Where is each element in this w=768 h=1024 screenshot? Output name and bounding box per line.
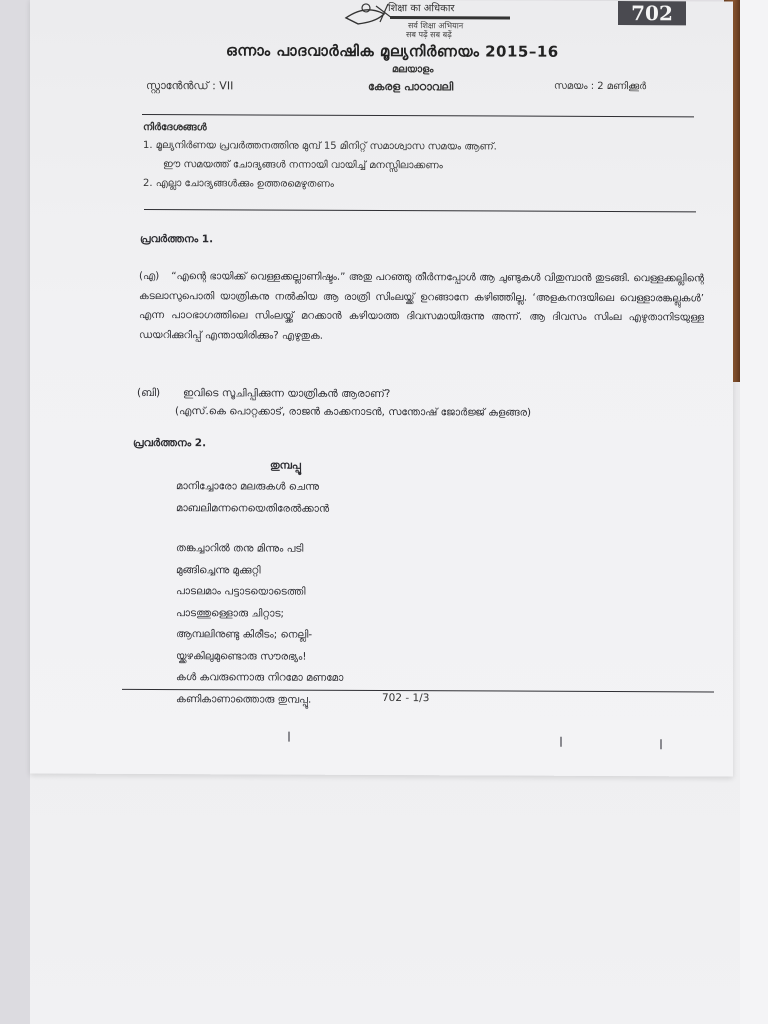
question-label: (എ) (139, 270, 160, 283)
activity-2-heading: പ്രവർത്തനം 2. (133, 436, 207, 450)
subject-name: മലയാളം (392, 64, 434, 76)
time-allowed: സമയം : 2 മണിക്കൂർ (554, 80, 647, 93)
poem (176, 476, 343, 711)
poem-line: തങ്കച്ചാറിൽ തനു മിന്നും പടി (176, 542, 304, 555)
activity-1-heading: പ്രവർത്തനം 1. (140, 232, 214, 246)
pencil-mark (660, 739, 662, 749)
question-label: (ബി) (137, 386, 161, 400)
question-1a (139, 267, 704, 348)
instructions-heading: നിർദേശങ്ങൾ (143, 121, 207, 134)
instruction-item: ഈ സമയത്ത് ചോദ്യങ്ങൾ നന്നായി വായിച്ച് മനസ്സിലാക്കണം (163, 159, 443, 172)
instruction-item: 1. മൂല്യനിർണയ പ്രവർത്തനത്തിനു മുമ്പ് 15 മിനിറ്റ് സമാശ്വാസ സമയം ആണ്. (143, 139, 497, 153)
poem-line: യ്ക്കഴകിലുമുണ്ടൊരു സൗരഭ്യം! (176, 649, 307, 663)
textbook-name: കേരള പാഠാവലി (368, 79, 454, 94)
logo-tagline: शिक्षा का अधिकार (388, 3, 455, 15)
logo-caption: सर्व शिक्षा अभियान (408, 21, 464, 31)
paper-code-badge: 702 (618, 1, 686, 25)
poem-line: മുങ്ങിച്ചെന്നു മുക്കുറ്റി (176, 563, 261, 576)
poem-title: തുമ്പപ്പൂ (270, 459, 301, 472)
table-edge-right (740, 0, 768, 1024)
page-number: 702 - 1/3 (382, 692, 430, 705)
divider (144, 209, 696, 212)
poem-line: കൾ കവരുന്നൊരു നിറമോ മണമോ (176, 671, 344, 684)
question-text: ഇവിടെ സൂചിപ്പിക്കുന്ന യാത്രികൻ ആരാണ്? (183, 387, 391, 401)
question-1b (137, 387, 390, 401)
poem-line: പാടത്തുള്ളൊരു ചിറ്റാട; (176, 606, 285, 620)
poem-line: കണികാണാത്തൊരു തുമ്പപ്പൂ. (176, 692, 312, 706)
poem-line: മാബലിമന്നനെയെതിരേൽക്കാൻ (176, 501, 330, 515)
poem-line: ആമ്പലിനുണ്ടു കിരീടം; നെല്ലി- (176, 628, 313, 641)
instruction-item: 2. എല്ലാ ചോദ്യങ്ങൾക്കും ഉത്തരമെഴുതണം (143, 177, 334, 190)
exam-paper-sheet (30, 0, 733, 777)
pencil-mark (560, 737, 562, 747)
answer-options: (എസ്.കെ പൊറ്റക്കാട്, രാജൻ കാക്കനാടൻ, സന്തോഷ് ജോർജ്ജ് കുളങ്ങര) (175, 405, 532, 419)
stanza-gap (176, 519, 343, 539)
poem-line: മാനിച്ചോരോ മലരുകൾ ചെന്നു (176, 480, 320, 493)
poem-line: പാടലമാം പട്ടാടയൊടെത്തി (176, 585, 306, 598)
logo-slogan: सब पढ़ें सब बढ़ें (406, 30, 452, 40)
divider (142, 114, 694, 117)
question-text: “എന്റെ ഭായിക്ക് വെള്ളക്കല്ലാണിഷ്ടം.” അതു പറഞ്ഞു തീർന്നപ്പോൾ ആ ചുണ്ടുകൾ വിതുമ്പാൻ തുടങ്ങി. വെള്ളക്കല്ലിന്റെ കടലാസുപൊതി യാത്രികനു നൽകിയ ആ രാത്രി സിംലയ്ക്ക് ഉറങ്ങാനേ കഴിഞ്ഞില്ല. ‘അളകനന്ദയിലെ വെള്ളാരങ്കല്ലുകൾ’ എന്ന പാഠഭാഗത്തിലെ സിംലയ്ക്ക് മറക്കാൻ കഴിയാത്ത ദിവസമായിരുന്നു അന്ന്. ആ ദിവസം സിംല എഴുതാനിടയുള്ള ഡയറിക്കുറിപ്പ് എന്തായിരിക്കും? എഴുതുക. (139, 271, 704, 342)
pencil-mark (288, 732, 290, 742)
exam-title: ഒന്നാം പാദവാർഷിക മൂല്യനിർണയം 2015–16 (226, 41, 559, 61)
standard-label: സ്റ്റാൻേൻഡ് : VII (146, 78, 234, 93)
table-edge-left (0, 0, 30, 1024)
